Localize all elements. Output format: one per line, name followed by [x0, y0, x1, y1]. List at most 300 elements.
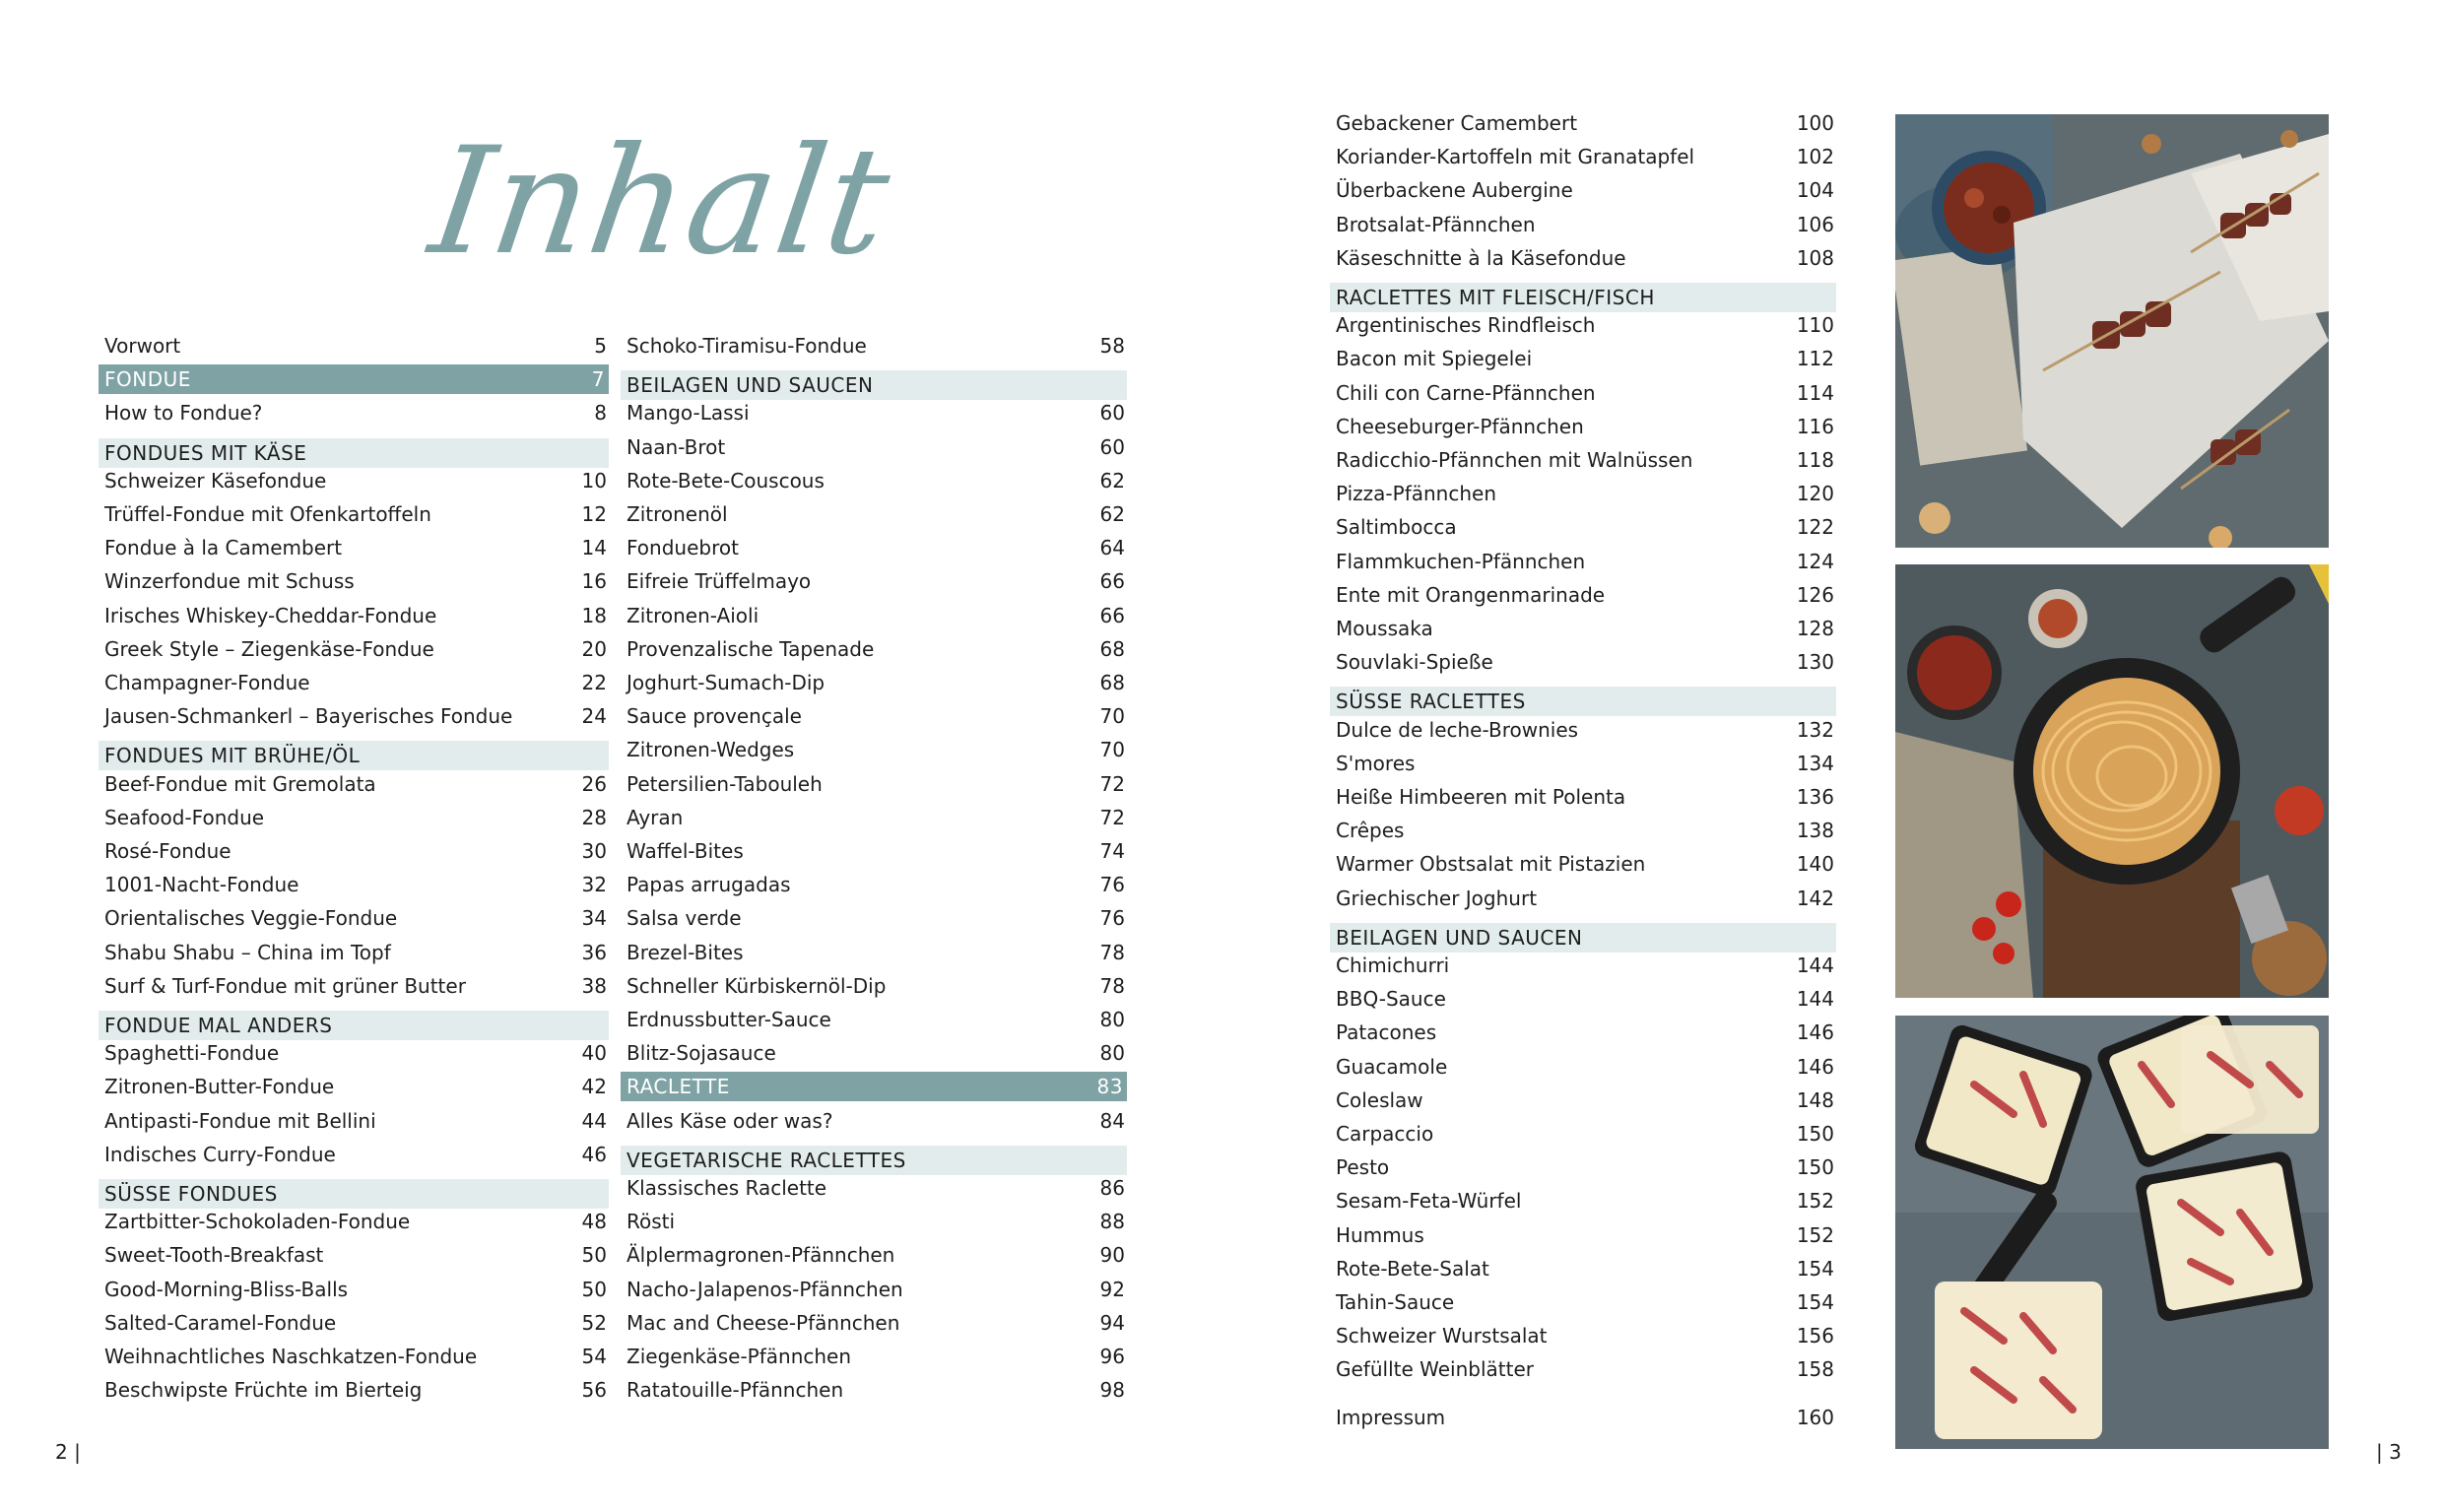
toc-entry	[99, 701, 609, 731]
toc-title: Gefüllte Weinblätter	[1336, 1357, 1534, 1382]
toc-page-number: 62	[1099, 502, 1125, 526]
toc-page-number: 134	[1796, 751, 1834, 775]
toc-entry	[99, 1038, 609, 1068]
toc-page-number: 56	[581, 1378, 607, 1403]
toc-title: Weihnachtliches Naschkatzen-Fondue	[104, 1345, 478, 1368]
toc-page-number: 76	[1099, 873, 1125, 897]
toc-page-number: 60	[1099, 401, 1125, 426]
toc-entry	[99, 533, 609, 562]
toc-entry	[621, 331, 1127, 361]
toc-entry	[99, 1240, 609, 1270]
toc-title: Winzerfondue mit Schuss	[104, 569, 355, 594]
toc-entry	[1330, 310, 1836, 340]
toc-page-number: 90	[1099, 1243, 1125, 1268]
toc-title: Sauce provençale	[627, 704, 802, 729]
toc-entry	[621, 432, 1127, 462]
toc-page-number: 70	[1099, 738, 1125, 762]
toc-page-number: 100	[1796, 111, 1834, 135]
toc-page-number: 110	[1796, 313, 1834, 338]
toc-page-number: 96	[1099, 1345, 1125, 1368]
toc-title: BEILAGEN UND SAUCEN	[627, 373, 874, 398]
toc-entry	[1330, 647, 1836, 677]
toc-title: Gebackener Camembert	[1336, 111, 1578, 135]
toc-entry	[1330, 1085, 1836, 1115]
toc-title: VEGETARISCHE RACLETTES	[627, 1148, 906, 1172]
toc-title: Klassisches Raclette	[627, 1176, 827, 1200]
toc-title: Irisches Whiskey-Cheddar-Fondue	[104, 603, 437, 627]
toc-page-number: 14	[581, 536, 607, 560]
toc-title: BEILAGEN UND SAUCEN	[1336, 925, 1583, 950]
toc-title: Shabu Shabu – China im Topf	[104, 940, 391, 964]
toc-entry	[621, 668, 1127, 697]
toc-page-number: 98	[1099, 1378, 1125, 1403]
toc-title: Nacho-Jalapenos-Pfännchen	[627, 1277, 903, 1301]
toc-title: Vorwort	[104, 334, 181, 358]
toc-page-number: 126	[1796, 582, 1834, 607]
toc-entry	[1330, 1287, 1836, 1317]
toc-entry	[1330, 1152, 1836, 1182]
toc-page-number: 102	[1796, 145, 1834, 169]
toc-title: Good-Morning-Bliss-Balls	[104, 1277, 349, 1301]
toc-page-number: 10	[581, 468, 607, 493]
toc-entry	[621, 566, 1127, 596]
toc-page-number: 136	[1796, 785, 1834, 809]
toc-page-number: 16	[581, 569, 607, 594]
toc-title: Antipasti-Fondue mit Bellini	[104, 1108, 376, 1133]
toc-entry	[99, 499, 609, 529]
toc-section-header	[99, 438, 609, 468]
toc-page-number: 72	[1099, 771, 1125, 796]
toc-title: Erdnussbutter-Sauce	[627, 1008, 831, 1031]
toc-title: Überbackene Aubergine	[1336, 178, 1573, 203]
toc-entry	[99, 1140, 609, 1169]
toc-page-number: 74	[1099, 839, 1125, 863]
toc-title: Cheeseburger-Pfännchen	[1336, 414, 1584, 438]
toc-page-number: 83	[1096, 1075, 1123, 1099]
toc-entry	[621, 466, 1127, 495]
toc-title: Ayran	[627, 805, 684, 829]
toc-page-number: 114	[1796, 380, 1834, 405]
toc-page-number: 152	[1796, 1222, 1834, 1247]
toc-page-number: 128	[1796, 617, 1834, 640]
toc-entry	[1330, 108, 1836, 138]
toc-entry	[99, 938, 609, 967]
toc-page-number: 62	[1099, 468, 1125, 493]
toc-title: Crêpes	[1336, 819, 1405, 843]
toc-title: Schneller Kürbiskernöl-Dip	[627, 973, 887, 998]
toc-entry	[621, 1207, 1127, 1236]
toc-title: Jausen-Schmankerl – Bayerisches Fondue	[104, 704, 513, 729]
toc-title: Joghurt-Sumach-Dip	[627, 671, 825, 694]
toc-title: Flammkuchen-Pfännchen	[1336, 549, 1586, 573]
toc-entry	[1330, 547, 1836, 576]
toc-page-number: 144	[1796, 987, 1834, 1012]
toc-title: FONDUE MAL ANDERS	[104, 1014, 333, 1037]
toc-entry	[1330, 512, 1836, 542]
toc-entry	[1330, 479, 1836, 508]
toc-page-number: 70	[1099, 704, 1125, 729]
toc-page-number: 86	[1099, 1176, 1125, 1200]
toc-title: FONDUE	[104, 367, 191, 392]
toc-page-number: 24	[581, 704, 607, 729]
toc-page-number: 104	[1796, 178, 1834, 203]
toc-title: Chimichurri	[1336, 953, 1450, 977]
toc-title: Tahin-Sauce	[1336, 1290, 1455, 1314]
toc-title: Käseschnitte à la Käsefondue	[1336, 245, 1626, 270]
toc-entry	[1330, 816, 1836, 845]
toc-title: Provenzalische Tapenade	[627, 636, 875, 661]
toc-section-header	[1330, 283, 1836, 312]
toc-section-header	[99, 1179, 609, 1209]
toc-entry	[621, 938, 1127, 967]
toc-entry	[1330, 142, 1836, 171]
toc-title: Zitronen-Butter-Fondue	[104, 1075, 335, 1099]
toc-entry	[621, 769, 1127, 799]
toc-entry	[99, 1275, 609, 1304]
toc-title: Schweizer Wurstsalat	[1336, 1324, 1548, 1348]
toc-title: Zartbitter-Schokoladen-Fondue	[104, 1210, 411, 1234]
toc-entry	[621, 870, 1127, 899]
toc-entry	[99, 1072, 609, 1101]
toc-entry	[99, 971, 609, 1001]
toc-section-header	[621, 370, 1127, 400]
toc-entry	[621, 601, 1127, 630]
toc-page-number: 50	[581, 1277, 607, 1301]
toc-title: FONDUES MIT KÄSE	[104, 440, 307, 465]
toc-entry	[1330, 849, 1836, 879]
page-number-right: | 3	[2376, 1440, 2402, 1464]
photo-spaghetti	[1895, 564, 2329, 998]
toc-page-number: 122	[1796, 515, 1834, 540]
toc-page-number: 72	[1099, 805, 1125, 829]
toc-title: Brotsalat-Pfännchen	[1336, 212, 1536, 236]
toc-page-number: 66	[1099, 569, 1125, 594]
toc-title: Rote-Bete-Salat	[1336, 1256, 1489, 1281]
toc-title: RACLETTE	[627, 1075, 730, 1099]
toc-page-number: 160	[1796, 1405, 1834, 1429]
toc-title: Petersilien-Tabouleh	[627, 771, 823, 796]
toc-entry	[99, 836, 609, 866]
toc-title: Alles Käse oder was?	[627, 1108, 833, 1133]
toc-title: Champagner-Fondue	[104, 671, 310, 694]
toc-title: Warmer Obstsalat mit Pistazien	[1336, 852, 1646, 877]
toc-title: Ziegenkäse-Pfännchen	[627, 1345, 852, 1368]
toc-page-number: 50	[581, 1243, 607, 1268]
photo-raclette-pans	[1895, 1016, 2329, 1449]
toc-entry	[1330, 1052, 1836, 1082]
toc-title: Zitronen-Aioli	[627, 603, 759, 627]
toc-title: Heiße Himbeeren mit Polenta	[1336, 785, 1626, 809]
toc-page-number: 68	[1099, 636, 1125, 661]
toc-page-number: 80	[1099, 1041, 1125, 1066]
toc-entry	[99, 331, 609, 361]
toc-title: Souvlaki-Spieße	[1336, 650, 1493, 675]
toc-entry	[1330, 445, 1836, 475]
toc-title: Beef-Fondue mit Gremolata	[104, 771, 376, 796]
toc-entry	[1330, 210, 1836, 239]
toc-title: Fondue à la Camembert	[104, 536, 343, 560]
toc-entry	[99, 1342, 609, 1371]
toc-title: S'mores	[1336, 751, 1416, 775]
toc-page-number: 140	[1796, 852, 1834, 877]
toc-entry	[1330, 984, 1836, 1014]
toc-entry	[621, 971, 1127, 1001]
toc-page-number: 36	[581, 940, 607, 964]
toc-page-number: 150	[1796, 1122, 1834, 1146]
toc-title: Waffel-Bites	[627, 839, 744, 863]
toc-entry	[621, 803, 1127, 832]
toc-page-number: 42	[581, 1075, 607, 1099]
toc-entry	[621, 735, 1127, 764]
toc-entry	[99, 398, 609, 427]
toc-entry	[99, 566, 609, 596]
toc-title: SÜSSE FONDUES	[104, 1182, 278, 1206]
toc-entry	[621, 1275, 1127, 1304]
toc-title: SÜSSE RACLETTES	[1336, 690, 1526, 714]
toc-page-number: 154	[1796, 1256, 1834, 1281]
toc-title: Naan-Brot	[627, 434, 726, 459]
toc-entry	[621, 1173, 1127, 1203]
toc-title: 1001-Nacht-Fondue	[104, 873, 299, 897]
toc-page-number: 66	[1099, 603, 1125, 627]
toc-column-1	[99, 331, 609, 1458]
toc-entry	[99, 634, 609, 664]
toc-entry	[1330, 884, 1836, 913]
toc-title: Mango-Lassi	[627, 401, 750, 426]
toc-title: Griechischer Joghurt	[1336, 886, 1538, 910]
toc-title: Schweizer Käsefondue	[104, 468, 327, 493]
toc-page-number: 40	[581, 1041, 607, 1066]
toc-entry	[1330, 1186, 1836, 1216]
toc-title: Orientalisches Veggie-Fondue	[104, 906, 398, 931]
toc-page-number: 108	[1796, 245, 1834, 270]
toc-title: Sweet-Tooth-Breakfast	[104, 1243, 324, 1268]
toc-entry	[99, 903, 609, 933]
toc-title: Fonduebrot	[627, 536, 739, 560]
toc-title: Surf & Turf-Fondue mit grüner Butter	[104, 973, 466, 998]
toc-entry	[99, 870, 609, 899]
toc-title: Salted-Caramel-Fondue	[104, 1310, 337, 1335]
toc-title: RACLETTES MIT FLEISCH/FISCH	[1336, 286, 1655, 309]
toc-chapter-bar	[621, 1072, 1127, 1101]
toc-page-number: 20	[581, 636, 607, 661]
toc-title: Zitronen-Wedges	[627, 738, 795, 762]
toc-page-number: 146	[1796, 1020, 1834, 1045]
toc-entry	[99, 466, 609, 495]
toc-title: Chili con Carne-Pfännchen	[1336, 380, 1596, 405]
page-title: Inhalt	[421, 116, 901, 288]
toc-page-number: 46	[581, 1142, 607, 1166]
toc-page-number: 26	[581, 771, 607, 796]
toc-entry	[1330, 614, 1836, 643]
toc-entry	[621, 1308, 1127, 1338]
toc-page-number: 154	[1796, 1290, 1834, 1314]
toc-page-number: 146	[1796, 1054, 1834, 1079]
toc-entry	[99, 1207, 609, 1236]
toc-entry	[99, 601, 609, 630]
toc-page-number: 116	[1796, 414, 1834, 438]
toc-entry	[1330, 1018, 1836, 1047]
toc-entry	[621, 634, 1127, 664]
toc-section-header	[99, 741, 609, 770]
toc-column-2	[621, 331, 1127, 1458]
toc-page-number: 106	[1796, 212, 1834, 236]
toc-page-number: 52	[581, 1310, 607, 1335]
toc-title: Trüffel-Fondue mit Ofenkartoffeln	[104, 502, 431, 526]
toc-title: Moussaka	[1336, 617, 1433, 640]
toc-entry	[99, 769, 609, 799]
toc-entry	[621, 1106, 1127, 1136]
toc-page-number: 34	[581, 906, 607, 931]
toc-page-number: 12	[581, 502, 607, 526]
toc-entry	[1330, 1254, 1836, 1283]
toc-title: Ente mit Orangenmarinade	[1336, 582, 1606, 607]
toc-title: FONDUES MIT BRÜHE/ÖL	[104, 744, 361, 768]
toc-entry	[621, 1005, 1127, 1034]
toc-section-header	[1330, 923, 1836, 953]
toc-entry	[1330, 344, 1836, 373]
toc-page-number: 60	[1099, 434, 1125, 459]
toc-title: Schoko-Tiramisu-Fondue	[627, 334, 867, 358]
toc-entry	[1330, 412, 1836, 441]
toc-title: Coleslaw	[1336, 1087, 1423, 1112]
toc-chapter-bar	[99, 364, 609, 394]
toc-title: Älplermagronen-Pfännchen	[627, 1243, 895, 1268]
toc-title: Pizza-Pfännchen	[1336, 482, 1497, 506]
toc-title: Spaghetti-Fondue	[104, 1041, 280, 1066]
toc-page-number: 48	[581, 1210, 607, 1234]
toc-page-number: 152	[1796, 1189, 1834, 1214]
toc-entry	[1330, 951, 1836, 980]
toc-title: Brezel-Bites	[627, 940, 744, 964]
toc-page-number: 112	[1796, 347, 1834, 371]
page-number-left: 2 |	[55, 1440, 81, 1464]
toc-title: Seafood-Fondue	[104, 805, 265, 829]
toc-page-number: 38	[581, 973, 607, 998]
toc-page-number: 138	[1796, 819, 1834, 843]
toc-page-number: 150	[1796, 1155, 1834, 1180]
toc-title: Eifreie Trüffelmayo	[627, 569, 812, 594]
toc-title: Patacones	[1336, 1020, 1437, 1045]
toc-page-number: 5	[594, 334, 607, 358]
toc-entry	[99, 1106, 609, 1136]
toc-title: Radicchio-Pfännchen mit Walnüssen	[1336, 448, 1693, 472]
toc-entry	[621, 903, 1127, 933]
toc-entry	[1330, 243, 1836, 273]
toc-entry	[621, 499, 1127, 529]
toc-entry	[621, 1038, 1127, 1068]
toc-entry	[99, 668, 609, 697]
toc-page-number: 22	[581, 671, 607, 694]
toc-page-number: 76	[1099, 906, 1125, 931]
toc-page-number: 28	[581, 805, 607, 829]
toc-entry	[1330, 175, 1836, 205]
toc-page-number: 30	[581, 839, 607, 863]
toc-page-number: 148	[1796, 1087, 1834, 1112]
toc-page-number: 32	[581, 873, 607, 897]
toc-title: Carpaccio	[1336, 1122, 1434, 1146]
toc-entry	[621, 1240, 1127, 1270]
toc-title: Ratatouille-Pfännchen	[627, 1378, 844, 1403]
toc-page-number: 68	[1099, 671, 1125, 694]
toc-entry	[621, 398, 1127, 427]
toc-page-number: 130	[1796, 650, 1834, 675]
toc-section-header	[99, 1011, 609, 1040]
toc-entry	[621, 701, 1127, 731]
toc-title: Blitz-Sojasauce	[627, 1041, 776, 1066]
toc-title: Guacamole	[1336, 1054, 1448, 1079]
toc-title: Bacon mit Spiegelei	[1336, 347, 1533, 371]
toc-title: Rösti	[627, 1210, 676, 1234]
toc-entry	[621, 1375, 1127, 1405]
toc-title: How to Fondue?	[104, 401, 263, 426]
toc-title: Koriander-Kartoffeln mit Granatapfel	[1336, 145, 1695, 169]
toc-section-header	[621, 1146, 1127, 1175]
toc-page-number: 78	[1099, 940, 1125, 964]
toc-title: Sesam-Feta-Würfel	[1336, 1189, 1522, 1214]
toc-page-number: 44	[581, 1108, 607, 1133]
toc-entry	[1330, 715, 1836, 745]
toc-title: Mac and Cheese-Pfännchen	[627, 1310, 900, 1335]
toc-entry	[99, 803, 609, 832]
toc-title: Zitronenöl	[627, 502, 728, 526]
toc-entry	[1330, 1321, 1836, 1350]
toc-entry	[621, 1342, 1127, 1371]
toc-page-number: 88	[1099, 1210, 1125, 1234]
toc-entry	[1330, 1403, 1836, 1432]
toc-entry	[99, 1308, 609, 1338]
toc-entry	[1330, 378, 1836, 408]
toc-entry	[99, 1375, 609, 1405]
toc-title: Argentinisches Rindfleisch	[1336, 313, 1596, 338]
toc-page-number: 132	[1796, 717, 1834, 742]
toc-title: Papas arrugadas	[627, 873, 791, 897]
toc-title: Pesto	[1336, 1155, 1390, 1180]
toc-title: BBQ-Sauce	[1336, 987, 1446, 1012]
toc-page-number: 58	[1099, 334, 1125, 358]
toc-entry	[1330, 749, 1836, 778]
toc-title: Rosé-Fondue	[104, 839, 231, 863]
toc-page-number: 64	[1099, 536, 1125, 560]
toc-title: Greek Style – Ziegenkäse-Fondue	[104, 636, 434, 661]
toc-page-number: 78	[1099, 973, 1125, 998]
toc-column-3	[1330, 108, 1836, 1458]
photo-skewers	[1895, 114, 2329, 548]
toc-title: Dulce de leche-Brownies	[1336, 717, 1579, 742]
toc-section-header	[1330, 687, 1836, 716]
toc-title: Salsa verde	[627, 906, 742, 931]
toc-title: Beschwipste Früchte im Bierteig	[104, 1378, 423, 1403]
toc-page-number: 156	[1796, 1324, 1834, 1348]
toc-entry	[1330, 1354, 1836, 1384]
toc-title: Impressum	[1336, 1405, 1446, 1429]
toc-entry	[1330, 1220, 1836, 1250]
toc-page-number: 94	[1099, 1310, 1125, 1335]
toc-page-number: 18	[581, 603, 607, 627]
toc-page-number: 118	[1796, 448, 1834, 472]
toc-title: Rote-Bete-Couscous	[627, 468, 825, 493]
toc-entry	[1330, 580, 1836, 610]
toc-page-number: 84	[1099, 1108, 1125, 1133]
toc-entry	[621, 533, 1127, 562]
toc-page-number: 142	[1796, 886, 1834, 910]
toc-entry	[1330, 1119, 1836, 1149]
toc-page-number: 80	[1099, 1008, 1125, 1031]
toc-page-number: 144	[1796, 953, 1834, 977]
toc-page-number: 7	[591, 367, 605, 392]
toc-title: Indisches Curry-Fondue	[104, 1142, 336, 1166]
toc-page-number: 120	[1796, 482, 1834, 506]
